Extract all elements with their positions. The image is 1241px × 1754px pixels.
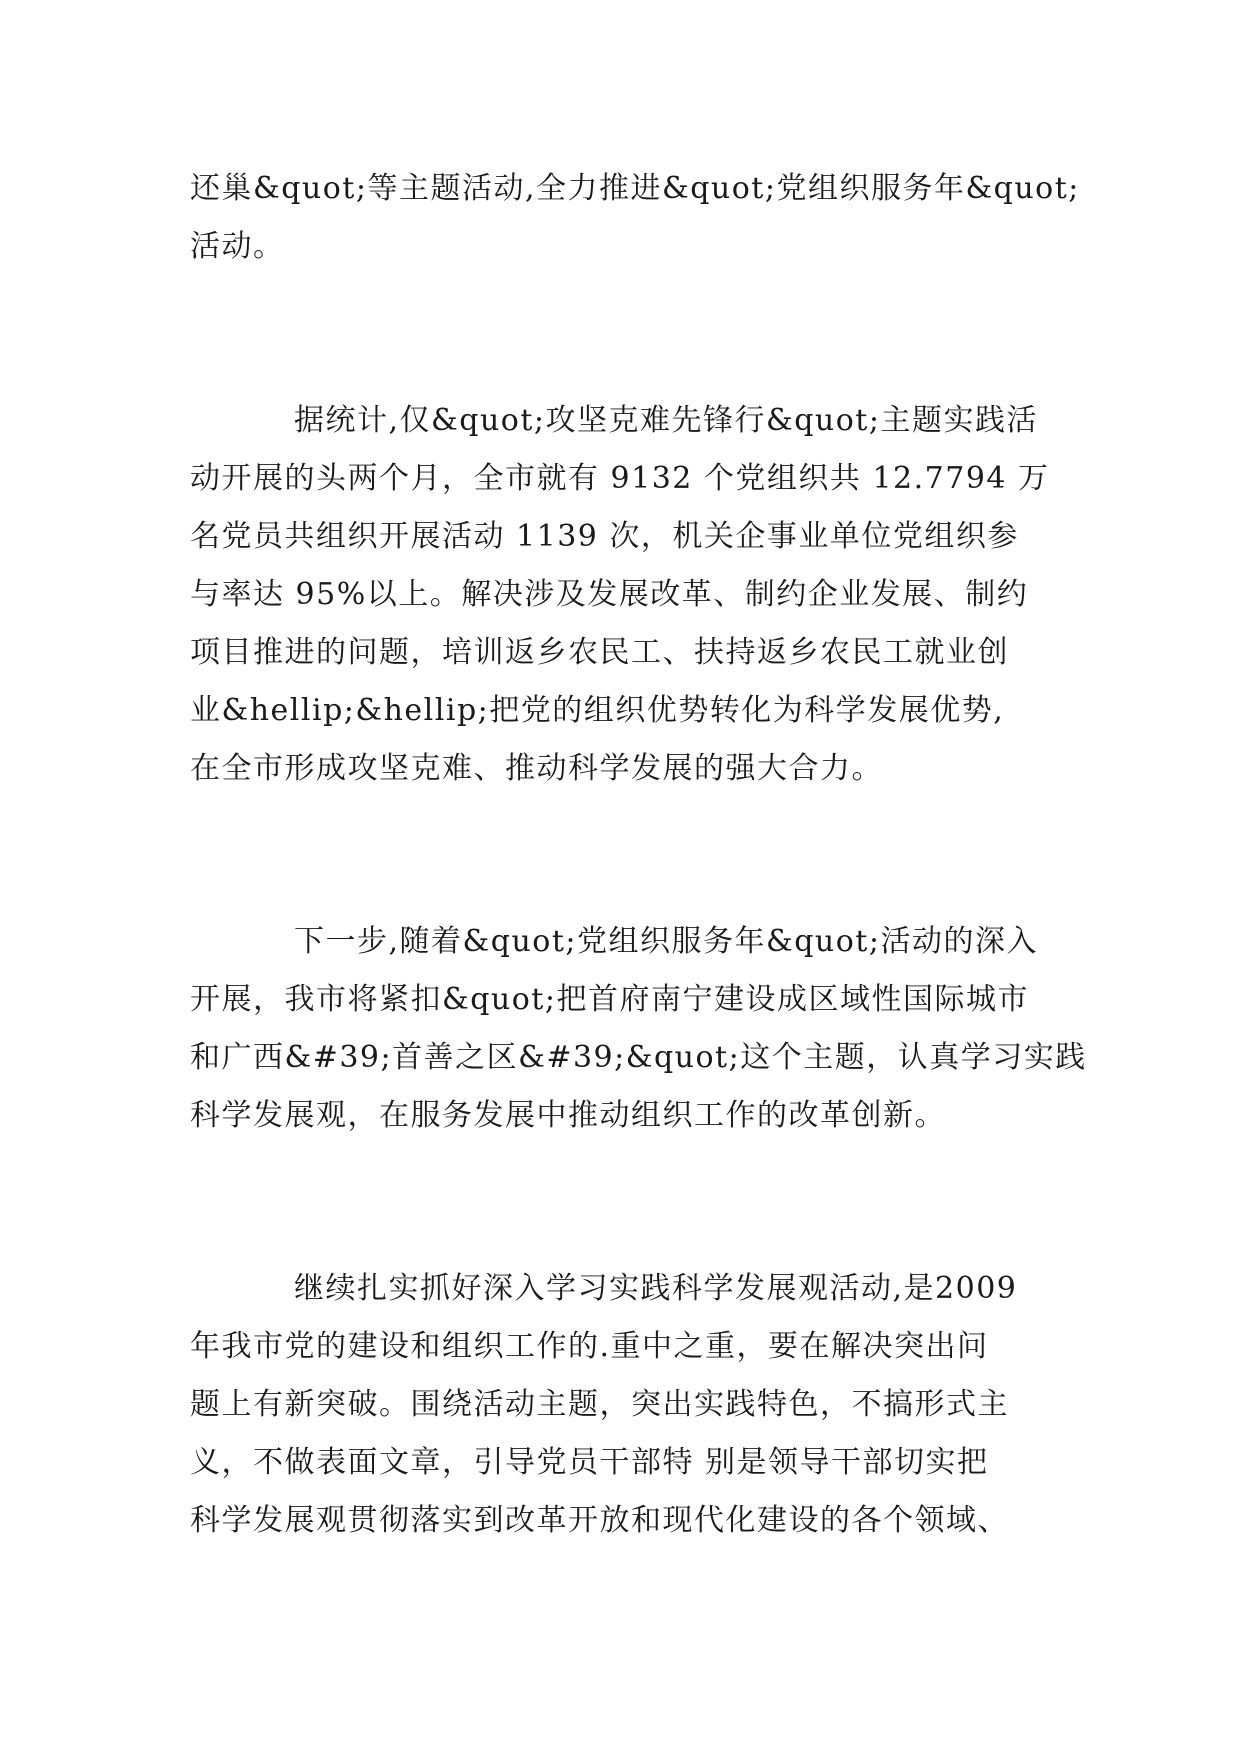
- paragraph-line: 开展，我市将紧扣&quot;把首府南宁建设成区域性国际城市: [190, 982, 1029, 1017]
- paragraph-line: 还巢&quot;等主题活动,全力推进&quot;党组织服务年&quot;: [190, 171, 1080, 206]
- paragraph-4: [190, 1260, 1070, 1550]
- paragraph-line: 下一步,随着&quot;党组织服务年&quot;活动的深入: [294, 924, 1038, 959]
- paragraph-2: [190, 392, 1070, 798]
- paragraph-line: 业&hellip;&hellip;把党的组织优势转化为科学发展优势,: [190, 693, 1005, 728]
- paragraph-1: [190, 160, 1080, 276]
- paragraph-line: 和广西&#39;首善之区&#39;&quot;这个主题，认真学习实践: [190, 1040, 1087, 1075]
- paragraph-line: 据统计,仅&quot;攻坚克难先锋行&quot;主题实践活: [294, 403, 1038, 438]
- paragraph-line: 活动。: [190, 229, 285, 264]
- paragraph-line: 科学发展观贯彻落实到改革开放和现代化建设的各个领域、: [190, 1503, 1009, 1538]
- paragraph-line: 名党员共组织开展活动 1139 次，机关企事业单位党组织参: [190, 519, 1019, 554]
- paragraph-line: 在全市形成攻坚克难、推动科学发展的强大合力。: [190, 751, 883, 786]
- paragraph-line: 义，不做表面文章，引导党员干部特 别是领导干部切实把: [190, 1445, 989, 1480]
- paragraph-line: 题上有新突破。围绕活动主题，突出实践特色，不搞形式主: [190, 1387, 1009, 1422]
- paragraph-line: 动开展的头两个月，全市就有 9132 个党组织共 12.7794 万: [190, 461, 1050, 496]
- paragraph-line: 年我市党的建设和组织工作的.重中之重，要在解决突出问: [190, 1329, 989, 1364]
- paragraph-line: 继续扎实抓好深入学习实践科学发展观活动,是2009: [294, 1271, 1018, 1306]
- paragraph-3: [190, 913, 1087, 1145]
- paragraph-line: 与率达 95%以上。解决涉及发展改革、制约企业发展、制约: [190, 577, 1029, 612]
- paragraph-line: 项目推进的问题，培训返乡农民工、扶持返乡农民工就业创: [190, 635, 1009, 670]
- paragraph-line: 科学发展观，在服务发展中推动组织工作的改革创新。: [190, 1098, 946, 1133]
